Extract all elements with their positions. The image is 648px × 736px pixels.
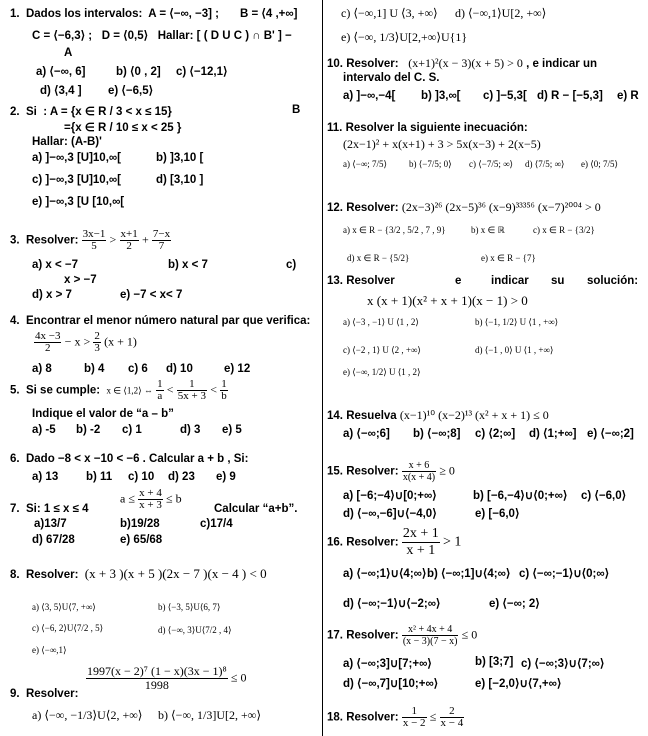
q16-option-d[interactable]: d) ⟨−∞;−1⟩∪⟨−2;∞⟩: [343, 598, 441, 610]
q13-w4: su: [551, 275, 565, 287]
q18-frac2-den: x − 4: [440, 717, 464, 729]
q5-number: 5.: [10, 384, 20, 397]
q5-option-a[interactable]: a) -5: [32, 424, 56, 436]
q1-set-c: C = ⟨−6,3⟩ ;: [32, 30, 93, 42]
q4-text: Encontrar el menor número natural par que verifica:: [25, 315, 311, 327]
q4-option-c[interactable]: c) 6: [128, 363, 148, 375]
q1-option-e[interactable]: e) ⟨−6,5⟩: [108, 85, 154, 97]
q16-line1: [327, 526, 461, 559]
q1-set-a: A = ⟨−∞, −3] ;: [148, 8, 220, 20]
q4-frac2: [93, 331, 101, 354]
q18-text: Resolver:: [346, 711, 399, 724]
q13-w3: indicar: [491, 275, 529, 287]
right-column: [325, 0, 648, 736]
q9-option-e[interactable]: [341, 30, 467, 45]
q10-expr: (x+1)²(x − 3)(x + 5) > 0: [408, 56, 523, 70]
q18-frac2: [440, 706, 465, 729]
q13-option-d-text: d) ⟨−1 , 0⟩ U ⟨1 , +∞⟩: [475, 345, 554, 355]
q7-text: Si: 1 ≤ x ≤ 4: [25, 503, 89, 515]
q11-option-b-text: b) ⟨−7/5; 0⟩: [409, 159, 452, 169]
q18-frac1-num: 1: [402, 706, 427, 718]
q9-option-c-text: c) ⟨−∞,1] U ⟨3, +∞⟩: [341, 6, 438, 20]
q13-option-c-text: c) ⟨−2 , 1⟩ U ⟨2 , +∞⟩: [343, 345, 421, 355]
q8-expr: (x + 3 )(x + 5 )(2x − 7 )(x − 4 ) < 0: [84, 566, 267, 581]
q7-calc: Calcular “a+b”.: [214, 503, 298, 515]
q12-number: 12.: [327, 202, 343, 214]
q13-w5: solución:: [587, 275, 639, 287]
q1-hallar: Hallar: [ ( D U C ) ∩ B' ] −: [157, 30, 292, 42]
q16-option-a[interactable]: a) ⟨−∞;1⟩∪⟨4;∞⟩: [343, 568, 427, 580]
q5-frac3: [220, 379, 228, 402]
q7-frac-den: x + 3: [139, 499, 162, 511]
q9-text: Resolver:: [25, 688, 79, 700]
q11-text: Resolver la siguiente inecuación:: [345, 122, 528, 134]
q15-tail: ≥ 0: [439, 463, 455, 478]
q4-frac2-den: 3: [94, 342, 100, 354]
q11-expr: [343, 137, 541, 152]
q5-frac2-num: 1: [177, 379, 207, 391]
q1-option-d[interactable]: d) ⟨3,4 ]: [40, 85, 82, 97]
q9-option-b[interactable]: [158, 708, 261, 723]
q1-line2: [32, 28, 292, 42]
q15-frac: [402, 460, 436, 483]
q14-expr: (x−1)¹⁰ (x−2)¹³ (x² + x + 1) ≤ 0: [399, 408, 549, 422]
q18-frac1-den: x − 2: [402, 717, 426, 729]
q1-option-a[interactable]: a) ⟨−∞, 6]: [36, 66, 86, 78]
q7-a: a ≤: [120, 491, 135, 506]
q13-expr-text: x (x + 1)(x² + x + 1)(x − 1) > 0: [367, 293, 528, 308]
q9-option-a-text: a) ⟨−∞, −1/3⟩U⟨2, +∞⟩: [32, 708, 143, 722]
q11-option-d[interactable]: [525, 158, 564, 170]
q17-frac-den: (x − 3)(7 − x): [402, 636, 458, 647]
q18-frac1: [402, 706, 427, 729]
q5-frac2: [177, 379, 207, 402]
q3-frac2: [120, 229, 139, 252]
q2-number: 2.: [10, 106, 20, 118]
q12-option-e-text: e) x ∈ R − {7}: [481, 253, 536, 263]
q3-option-c[interactable]: c): [286, 259, 297, 271]
q6-option-c[interactable]: c) 10: [128, 471, 155, 483]
q5-frac1-num: 1: [157, 378, 163, 390]
q14-option-d[interactable]: d) ⟨1;+∞]: [529, 428, 577, 440]
q7-option-d[interactable]: d) 67/28: [32, 534, 75, 546]
q10-option-e[interactable]: e) R: [617, 90, 639, 102]
q8-option-b-text: b) ⟨−3, 5⟩U⟨6, 7⟩: [158, 602, 221, 612]
q1-number: 1.: [10, 8, 20, 20]
q15-option-a[interactable]: a) [−6;−4⟩∪[0;+∞⟩: [343, 490, 437, 502]
q4-frac1-den: 2: [44, 342, 51, 354]
q5-line1: [10, 379, 228, 402]
q14-number: 14.: [327, 410, 343, 422]
q16-text: Resolver:: [346, 536, 399, 549]
q10-number: 10.: [327, 58, 343, 70]
q16-option-e[interactable]: e) ⟨−∞; 2⟩: [489, 598, 540, 610]
q16-tail: > 1: [442, 534, 462, 550]
q3-frac1-num: 3x−1: [82, 228, 106, 240]
q7-frac-num: x + 4: [139, 487, 162, 499]
q13-option-b[interactable]: [475, 316, 558, 328]
q13-option-b-text: b) ⟨−1, 1/2⟩ U ⟨1 , +∞⟩: [475, 317, 559, 327]
q12-text: Resolver:: [346, 202, 399, 214]
q17-tail: ≤ 0: [461, 627, 478, 642]
q12-option-b-text: b) x ∈ ℝ: [471, 225, 505, 235]
q14-option-e[interactable]: e) ⟨−∞;2]: [587, 428, 634, 440]
q11-option-a[interactable]: [343, 158, 387, 170]
q9-option-b-text: b) ⟨−∞, 1/3]U[2, +∞⟩: [158, 708, 261, 722]
q8-option-a[interactable]: [32, 601, 96, 613]
q8-option-c[interactable]: [32, 622, 103, 634]
q6-option-a[interactable]: a) 13: [32, 471, 59, 483]
q12-expr: (2x−3)²⁶ (2x−5)³⁶ (x−9)³³³⁵⁶ (x−7)²⁰⁰⁴ > 0: [401, 200, 601, 214]
q5-option-b[interactable]: b) -2: [76, 424, 101, 436]
q4-line1: [10, 315, 310, 327]
q16-option-b[interactable]: b) ⟨−∞;1]∪⟨4;∞⟩: [427, 568, 511, 580]
q5-frac1-den: a: [157, 390, 163, 402]
q16-frac-den: x + 1: [406, 543, 436, 558]
q3-gt: >: [109, 232, 117, 247]
q2-option-a[interactable]: a) ]−∞,3 [U]10,∞[: [32, 152, 121, 164]
q6-number: 6.: [10, 453, 20, 465]
q16-frac: [402, 526, 440, 559]
q15-option-e[interactable]: e) [−6,0⟩: [475, 508, 520, 520]
q13-option-c[interactable]: [343, 344, 421, 356]
q13-option-e-text: e) ⟨−∞, 1/2⟩ U ⟨1 , 2⟩: [343, 367, 421, 377]
q4-frac1: [34, 331, 61, 354]
q7-option-a[interactable]: a)13/7: [34, 518, 67, 530]
q12-option-a-text: a) x ∈ R − {3/2 , 5/2 , 7 , 9}: [343, 225, 446, 235]
q8-line1: [10, 566, 267, 582]
q3-option-d[interactable]: d) x > 7: [32, 289, 72, 301]
q9-frac: [86, 665, 228, 692]
q11-line1: [327, 122, 528, 134]
q9-option-a[interactable]: [32, 708, 142, 723]
q4-tail: (x + 1): [104, 334, 137, 349]
q3-plus: +: [141, 232, 149, 247]
q2-option-b[interactable]: b) ]3,10 [: [156, 152, 204, 164]
q1-set-b: B = ⟨4 ,+∞]: [240, 8, 298, 20]
q6-option-e[interactable]: e) 9: [216, 471, 236, 483]
q14-option-c[interactable]: c) ⟨2;∞]: [475, 428, 516, 440]
q17-option-d[interactable]: d) ⟨−∞,7]∪[10;+∞⟩: [343, 678, 439, 690]
q5-frac3-den: b: [221, 390, 227, 402]
q3-frac2-num: x+1: [120, 228, 138, 240]
q1-line1: [10, 6, 219, 20]
q3-frac3: [152, 229, 171, 252]
q4-rest: − x >: [64, 334, 91, 349]
q3-frac1: [82, 229, 107, 252]
q7-option-e[interactable]: e) 65/68: [120, 534, 163, 546]
q11-option-c-text: c) ⟨−7/5; ∞⟩: [469, 159, 514, 169]
q5-lt2: <: [210, 382, 217, 397]
q7-frac: [138, 488, 163, 511]
q11-option-a-text: a) ⟨−∞; 7/5⟩: [343, 159, 388, 169]
q18-number: 18.: [327, 711, 343, 724]
q14-option-b[interactable]: b) ⟨−∞;8]: [413, 428, 461, 440]
q7-b: ≤ b: [166, 491, 182, 506]
q8-number: 8.: [10, 569, 20, 581]
q12-option-c[interactable]: [533, 224, 595, 236]
q7-option-c[interactable]: c)17/4: [200, 518, 233, 530]
q12-option-e[interactable]: [481, 252, 536, 264]
q2-set-b: ={x ∈ R / 10 ≤ x < 25 }: [64, 122, 182, 134]
q1-set-d: D = ⟨0,5⟩: [101, 30, 149, 42]
q3-option-a[interactable]: a) x < −7: [32, 259, 79, 271]
q15-text: Resolver:: [346, 465, 399, 478]
q3-option-e[interactable]: e) −7 < x< 7: [120, 289, 183, 301]
q4-number: 4.: [10, 315, 20, 327]
q12-option-d[interactable]: [347, 252, 409, 264]
q2-option-c[interactable]: c) ]−∞,3 [U]10,∞[: [32, 174, 121, 186]
q9-frac-den: 1998: [144, 678, 169, 692]
q10-option-b[interactable]: b) ]3,∞[: [421, 90, 461, 102]
q7-number: 7.: [10, 503, 20, 515]
q11-option-e-text: e) ⟨0; 7/5⟩: [581, 159, 619, 169]
q15-line1: [327, 460, 455, 483]
q17-option-e[interactable]: e) [−2,0⟩∪⟨7,+∞⟩: [475, 678, 562, 690]
q11-option-d-text: d) ⟨7/5; ∞⟩: [525, 159, 565, 169]
q11-expr-text: (2x−1)² + x(x+1) + 3 > 5x(x−3) + 2(x−5): [343, 137, 541, 151]
q17-number: 17.: [327, 629, 343, 642]
q17-text: Resolver:: [346, 629, 399, 642]
q4-option-b[interactable]: b) 4: [84, 363, 105, 375]
q18-le: ≤: [429, 709, 437, 724]
q5-option-e[interactable]: e) 5: [222, 424, 242, 436]
q9-number: 9.: [10, 688, 20, 700]
q3-text: Resolver:: [25, 234, 79, 247]
q5-option-d[interactable]: d) 3: [180, 424, 201, 436]
q17-option-a[interactable]: a) ⟨−∞;3]∪[7;+∞⟩: [343, 658, 432, 670]
q3-frac1-den: 5: [91, 240, 97, 252]
q2-hallar: Hallar: (A-B)': [32, 136, 102, 148]
q5-frac3-num: 1: [221, 378, 227, 390]
q2-option-d[interactable]: d) [3,10 ]: [156, 174, 204, 186]
q8-option-c-text: c) ⟨−6, 2⟩U⟨7/2 , 5⟩: [32, 623, 104, 633]
q6-option-b[interactable]: b) 11: [86, 471, 113, 483]
q14-text: Resuelva: [346, 410, 397, 422]
q5-lt1: <: [166, 382, 174, 397]
q5-text: Si se cumple:: [25, 384, 101, 397]
q10-option-d[interactable]: d) R − [−5,3]: [537, 90, 603, 102]
q4-expr: [34, 331, 137, 354]
q13-option-a[interactable]: [343, 316, 419, 328]
q18-line1: [327, 706, 464, 729]
q8-option-b[interactable]: [158, 601, 220, 613]
q10-line1: [327, 56, 597, 71]
q4-option-a[interactable]: a) 8: [32, 363, 52, 375]
q15-frac-num: x + 6: [402, 460, 436, 472]
q15-option-d[interactable]: d) ⟨−∞,−6]∪⟨−4,0⟩: [343, 508, 437, 520]
q1-a-cont: A: [64, 47, 73, 59]
q11-number: 11.: [327, 122, 343, 134]
q15-frac-den: x(x + 4): [402, 472, 436, 483]
q13-option-a-text: a) ⟨−3 , −1⟩ U ⟨1 , 2⟩: [343, 317, 419, 327]
q12-line1: [327, 200, 601, 215]
q9-option-c[interactable]: [341, 6, 438, 21]
q17-frac: [402, 624, 459, 647]
q4-frac1-num: 4x −3: [35, 330, 61, 342]
q7-line1: [10, 503, 88, 515]
q9-frac-wrap: [86, 665, 246, 692]
q14-option-a[interactable]: a) ⟨−∞;6]: [343, 428, 390, 440]
q10-option-c[interactable]: c) ]−5,3[: [483, 90, 527, 102]
q9-line1: [10, 688, 78, 700]
q18-frac2-num: 2: [440, 706, 465, 718]
q3-line1: [10, 229, 171, 252]
q12-option-c-text: c) x ∈ R − {3/2}: [533, 225, 595, 235]
q3-frac3-num: 7−x: [152, 228, 171, 240]
q1-option-c[interactable]: c) ⟨−12,1⟩: [176, 66, 228, 78]
q3-option-b[interactable]: b) x < 7: [168, 259, 208, 271]
q15-option-c[interactable]: c) ⟨−6,0⟩: [581, 490, 627, 502]
q13-option-e[interactable]: [343, 366, 421, 378]
q5-frac1: [156, 379, 164, 402]
q14-line1: [327, 408, 549, 423]
q3-option-c-value: x > −7: [64, 274, 97, 286]
q4-frac2-num: 2: [94, 330, 100, 342]
q7-range: [120, 488, 182, 511]
q15-option-b[interactable]: b) [−6,−4⟩∪⟨0;+∞⟩: [473, 490, 568, 502]
q7-option-b[interactable]: b)19/28: [120, 518, 160, 530]
q16-frac-num: 2x + 1: [402, 526, 439, 541]
q6-line1: [10, 453, 248, 465]
q5-option-c[interactable]: c) 1: [122, 424, 142, 436]
q11-option-c[interactable]: [469, 158, 513, 170]
q8-option-e[interactable]: [32, 644, 67, 656]
q8-option-e-text: e) ⟨−∞,1⟩: [32, 645, 67, 655]
q11-option-e[interactable]: [581, 158, 618, 170]
q6-option-d[interactable]: d) 23: [168, 471, 195, 483]
q5-cond: x ∈ ⟨1,2⟩ ⇔: [106, 385, 153, 396]
q16-option-c[interactable]: c) ⟨−∞;−1⟩∪⟨0;∞⟩: [519, 568, 610, 580]
q9-tail: ≤ 0: [230, 670, 247, 685]
q2-si: Si: [25, 106, 37, 118]
q10-option-a[interactable]: a) ]−∞,−4[: [343, 90, 396, 102]
q2-option-e[interactable]: e) ]−∞,3 [U [10,∞[: [32, 196, 125, 208]
q17-option-c[interactable]: c) ⟨−∞;3⟩∪⟨7;∞⟩: [521, 658, 605, 670]
left-column: [0, 0, 322, 736]
q9-option-e-text: e) ⟨−∞, 1/3⟩U[2,+∞⟩U{1}: [341, 30, 468, 44]
q15-number: 15.: [327, 465, 343, 478]
q1-text: Dados los intervalos:: [25, 8, 143, 20]
q13-option-d[interactable]: [475, 344, 553, 356]
q17-frac-num: x² + 4x + 4: [402, 624, 459, 636]
q9-option-d-text: d) ⟨−∞,1⟩U[2, +∞⟩: [455, 6, 547, 20]
q2-set-a: : A = {x ∈ R / 3 < x ≤ 15}: [43, 106, 172, 118]
q11-option-b[interactable]: [409, 158, 452, 170]
q2-line1: [10, 104, 172, 118]
q9-frac-num: 1997(x − 2)⁷ (1 − x)(3x − 1)⁸: [87, 664, 227, 678]
q13-w2: e: [455, 275, 462, 287]
q12-option-d-text: d) x ∈ R − {5/2}: [347, 253, 410, 263]
q8-option-d[interactable]: [158, 624, 232, 636]
q10-text: Resolver:: [346, 58, 399, 70]
q8-text: Resolver:: [25, 569, 79, 581]
q4-option-e[interactable]: e) 12: [224, 363, 251, 375]
q17-line1: [327, 624, 477, 647]
q3-frac3-den: 7: [158, 240, 165, 252]
q4-option-d[interactable]: d) 10: [166, 363, 193, 375]
q6-text: Dado −8 < x −10 < −6 . Calcular a + b , Si:: [25, 453, 249, 465]
q17-option-b[interactable]: b) [3;7]: [475, 656, 514, 668]
q16-number: 16.: [327, 536, 343, 549]
q13-number: 13.: [327, 275, 343, 287]
q13-line1: [327, 275, 395, 287]
q9-option-d[interactable]: [455, 6, 546, 21]
q3-frac2-den: 2: [126, 240, 132, 252]
q2-b-label: B: [292, 104, 301, 116]
q1-option-b[interactable]: b) ⟨0 , 2]: [116, 66, 161, 78]
q8-option-d-text: d) ⟨−∞, 3⟩U⟨7/2 , 4⟩: [158, 625, 232, 635]
q5-ask: Indique el valor de “a – b”: [32, 408, 174, 420]
q12-option-b[interactable]: [471, 224, 505, 236]
q13-expr: [367, 293, 528, 309]
q12-option-a[interactable]: [343, 224, 446, 236]
column-divider: [322, 0, 323, 736]
q13-w1: Resolver: [346, 275, 395, 287]
q5-frac2-den: 5x + 3: [177, 390, 206, 402]
q8-option-a-text: a) ⟨3, 5⟩U⟨7, +∞⟩: [32, 602, 96, 612]
q3-number: 3.: [10, 234, 20, 247]
q10-line2: intervalo del C. S.: [343, 72, 440, 84]
q10-rest: , e indicar un: [526, 58, 598, 70]
